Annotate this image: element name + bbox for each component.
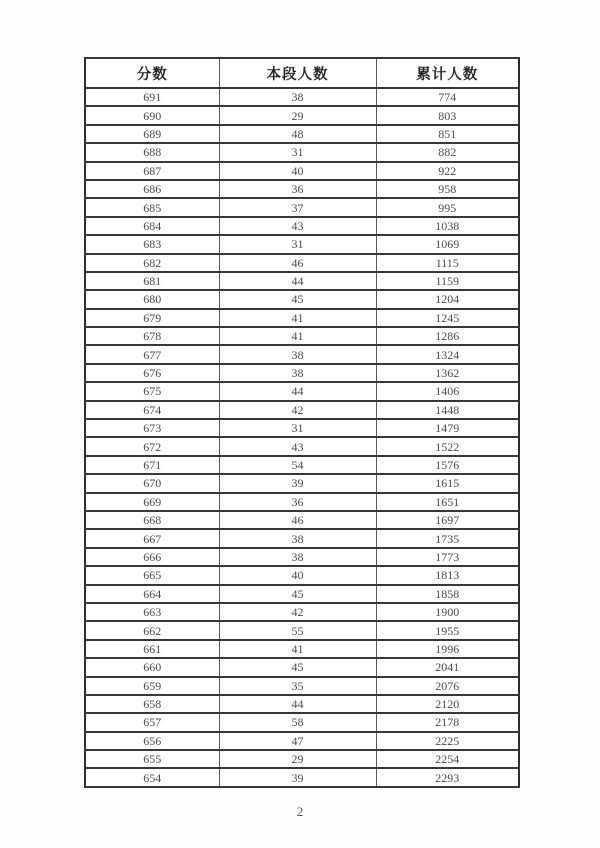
cell-segment-count: 38: [219, 529, 376, 547]
cell-segment-count: 41: [219, 309, 376, 327]
cell-segment-count: 45: [219, 585, 376, 603]
cell-score: 673: [85, 419, 219, 437]
cell-segment-count: 54: [219, 456, 376, 474]
cell-cumulative-count: 1615: [376, 474, 519, 492]
cell-segment-count: 38: [219, 345, 376, 363]
table-body: [85, 88, 519, 787]
cell-score: 661: [85, 640, 219, 658]
cell-score: 663: [85, 603, 219, 621]
cell-cumulative-count: 882: [376, 143, 519, 161]
cell-cumulative-count: 1697: [376, 511, 519, 529]
cell-score: 655: [85, 750, 219, 768]
table-row: [85, 327, 519, 345]
cell-score: 685: [85, 198, 219, 216]
cell-segment-count: 29: [219, 750, 376, 768]
cell-segment-count: 39: [219, 474, 376, 492]
cell-cumulative-count: 2076: [376, 677, 519, 695]
cell-score: 689: [85, 125, 219, 143]
table-row: [85, 493, 519, 511]
table-row: [85, 585, 519, 603]
cell-segment-count: 47: [219, 732, 376, 750]
cell-cumulative-count: 1576: [376, 456, 519, 474]
cell-cumulative-count: 2293: [376, 768, 519, 786]
table-row: [85, 603, 519, 621]
cell-cumulative-count: 1735: [376, 529, 519, 547]
cell-segment-count: 29: [219, 106, 376, 124]
cell-cumulative-count: 1115: [376, 254, 519, 272]
table-row: [85, 162, 519, 180]
table-row: [85, 621, 519, 639]
cell-segment-count: 45: [219, 290, 376, 308]
cell-cumulative-count: 1448: [376, 401, 519, 419]
cell-cumulative-count: 774: [376, 88, 519, 106]
cell-score: 678: [85, 327, 219, 345]
cell-segment-count: 46: [219, 254, 376, 272]
cell-cumulative-count: 1038: [376, 217, 519, 235]
cell-segment-count: 31: [219, 235, 376, 253]
cell-score: 670: [85, 474, 219, 492]
header-row: [85, 58, 519, 88]
table-row: [85, 88, 519, 106]
cell-cumulative-count: 1069: [376, 235, 519, 253]
cell-cumulative-count: 1773: [376, 548, 519, 566]
cell-cumulative-count: 995: [376, 198, 519, 216]
cell-cumulative-count: 958: [376, 180, 519, 198]
cell-score: 682: [85, 254, 219, 272]
cell-segment-count: 55: [219, 621, 376, 639]
table-row: [85, 309, 519, 327]
cell-score: 679: [85, 309, 219, 327]
table-row: [85, 254, 519, 272]
table-row: [85, 382, 519, 400]
cell-segment-count: 38: [219, 364, 376, 382]
cell-cumulative-count: 922: [376, 162, 519, 180]
table-row: [85, 401, 519, 419]
table-row: [85, 640, 519, 658]
table-row: [85, 106, 519, 124]
cell-score: 658: [85, 695, 219, 713]
cell-segment-count: 38: [219, 548, 376, 566]
cell-segment-count: 40: [219, 162, 376, 180]
cell-score: 667: [85, 529, 219, 547]
cell-segment-count: 38: [219, 88, 376, 106]
cell-segment-count: 44: [219, 382, 376, 400]
table-row: [85, 217, 519, 235]
cell-score: 676: [85, 364, 219, 382]
cell-cumulative-count: 1955: [376, 621, 519, 639]
table-row: [85, 474, 519, 492]
table-row: [85, 143, 519, 161]
cell-segment-count: 46: [219, 511, 376, 529]
table-row: [85, 198, 519, 216]
score-distribution-table: [84, 57, 520, 788]
table-row: [85, 658, 519, 676]
cell-score: 662: [85, 621, 219, 639]
cell-score: 683: [85, 235, 219, 253]
cell-cumulative-count: 1900: [376, 603, 519, 621]
cell-cumulative-count: 2254: [376, 750, 519, 768]
cell-segment-count: 31: [219, 143, 376, 161]
cell-score: 688: [85, 143, 219, 161]
table-row: [85, 419, 519, 437]
table-row: [85, 548, 519, 566]
table-row: [85, 677, 519, 695]
cell-segment-count: 44: [219, 695, 376, 713]
cell-score: 687: [85, 162, 219, 180]
table-row: [85, 364, 519, 382]
cell-score: 664: [85, 585, 219, 603]
cell-segment-count: 39: [219, 768, 376, 786]
cell-segment-count: 43: [219, 437, 376, 455]
cell-segment-count: 43: [219, 217, 376, 235]
cell-score: 674: [85, 401, 219, 419]
cell-score: 665: [85, 566, 219, 584]
cell-cumulative-count: 851: [376, 125, 519, 143]
cell-segment-count: 44: [219, 272, 376, 290]
table-row: [85, 180, 519, 198]
column-header-segment-count: 本段人数: [219, 58, 376, 88]
cell-segment-count: 37: [219, 198, 376, 216]
cell-cumulative-count: 1858: [376, 585, 519, 603]
cell-segment-count: 36: [219, 180, 376, 198]
cell-cumulative-count: 2178: [376, 713, 519, 731]
cell-score: 686: [85, 180, 219, 198]
cell-score: 684: [85, 217, 219, 235]
column-header-cumulative-count: 累计人数: [376, 58, 519, 88]
table-row: [85, 437, 519, 455]
cell-cumulative-count: 1324: [376, 345, 519, 363]
cell-cumulative-count: 1159: [376, 272, 519, 290]
cell-cumulative-count: 2225: [376, 732, 519, 750]
cell-score: 675: [85, 382, 219, 400]
cell-segment-count: 42: [219, 603, 376, 621]
cell-cumulative-count: 1362: [376, 364, 519, 382]
cell-cumulative-count: 2041: [376, 658, 519, 676]
cell-score: 668: [85, 511, 219, 529]
table-row: [85, 695, 519, 713]
cell-score: 680: [85, 290, 219, 308]
cell-score: 659: [85, 677, 219, 695]
cell-score: 657: [85, 713, 219, 731]
cell-segment-count: 36: [219, 493, 376, 511]
cell-cumulative-count: 1245: [376, 309, 519, 327]
cell-segment-count: 40: [219, 566, 376, 584]
cell-score: 677: [85, 345, 219, 363]
cell-score: 654: [85, 768, 219, 786]
table-row: [85, 529, 519, 547]
cell-cumulative-count: 2120: [376, 695, 519, 713]
cell-segment-count: 48: [219, 125, 376, 143]
cell-score: 656: [85, 732, 219, 750]
cell-segment-count: 35: [219, 677, 376, 695]
table-row: [85, 566, 519, 584]
table-row: [85, 456, 519, 474]
cell-segment-count: 42: [219, 401, 376, 419]
cell-score: 669: [85, 493, 219, 511]
cell-cumulative-count: 1286: [376, 327, 519, 345]
column-header-score: 分数: [85, 58, 219, 88]
table-row: [85, 272, 519, 290]
cell-score: 672: [85, 437, 219, 455]
cell-cumulative-count: 1996: [376, 640, 519, 658]
cell-score: 660: [85, 658, 219, 676]
cell-segment-count: 58: [219, 713, 376, 731]
cell-score: 691: [85, 88, 219, 106]
cell-score: 690: [85, 106, 219, 124]
table-row: [85, 768, 519, 786]
page-number: 2: [296, 804, 304, 819]
cell-segment-count: 41: [219, 327, 376, 345]
cell-cumulative-count: 1522: [376, 437, 519, 455]
table-row: [85, 713, 519, 731]
cell-cumulative-count: 1204: [376, 290, 519, 308]
cell-segment-count: 45: [219, 658, 376, 676]
table-row: [85, 125, 519, 143]
table-row: [85, 345, 519, 363]
table-row: [85, 750, 519, 768]
cell-cumulative-count: 1651: [376, 493, 519, 511]
cell-cumulative-count: 1479: [376, 419, 519, 437]
cell-cumulative-count: 1406: [376, 382, 519, 400]
cell-segment-count: 41: [219, 640, 376, 658]
table-row: [85, 235, 519, 253]
table-row: [85, 290, 519, 308]
table-row: [85, 732, 519, 750]
cell-score: 681: [85, 272, 219, 290]
cell-cumulative-count: 1813: [376, 566, 519, 584]
cell-score: 666: [85, 548, 219, 566]
table-row: [85, 511, 519, 529]
cell-segment-count: 31: [219, 419, 376, 437]
cell-score: 671: [85, 456, 219, 474]
cell-cumulative-count: 803: [376, 106, 519, 124]
